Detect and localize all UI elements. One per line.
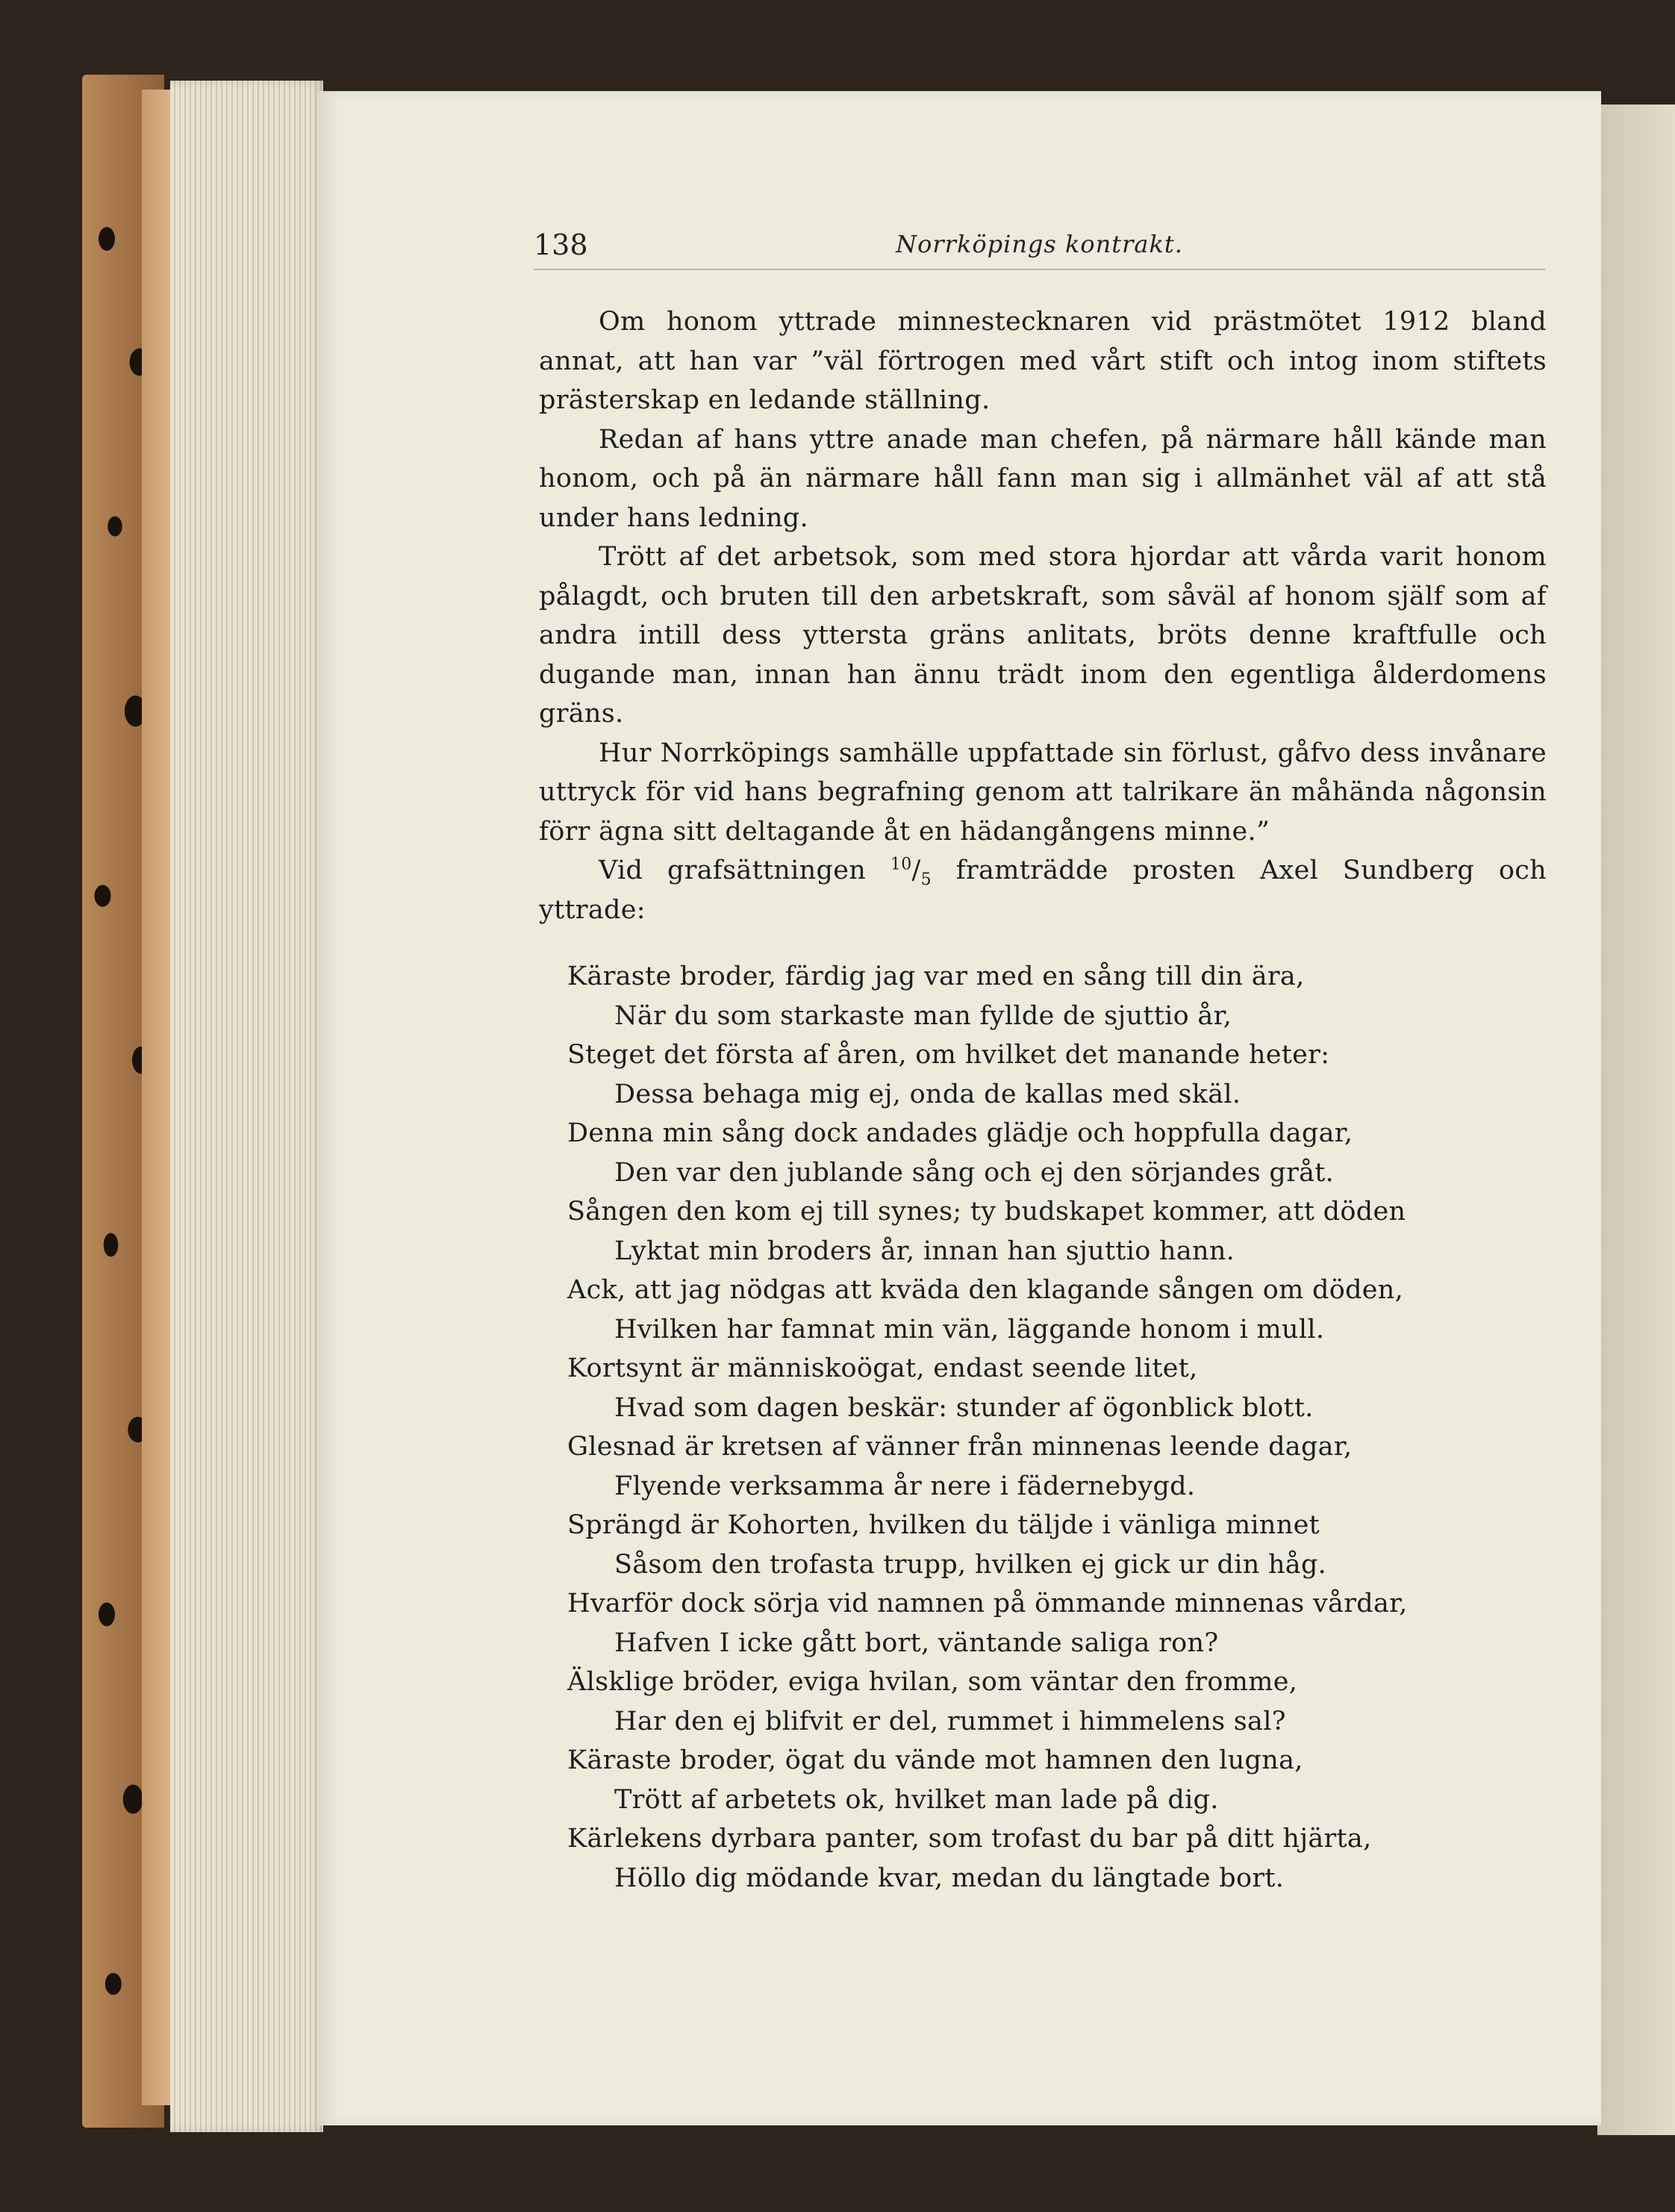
poem-line: Den var den jublande sång och ej den sörjandes gråt. — [614, 1157, 1335, 1188]
poem-line: Kärlekens dyrbara panter, som trofast du bar på ditt hjärta, — [567, 1824, 1372, 1854]
poem-line: Käraste broder, färdig jag var med en sång till din ära, — [567, 962, 1305, 991]
poem-line: Höllo dig mödande kvar, medan du längtade bort. — [614, 1863, 1285, 1893]
prose-block — [539, 302, 1547, 929]
poem-line: Såsom den trofasta trupp, hvilken ej gick ur din håg. — [614, 1549, 1327, 1580]
poem — [567, 957, 1560, 1898]
paragraph: Redan af hans yttre anade man chefen, på närmare håll kände man honom, och på än närmare håll fann man sig i allmänhet väl af att stå under hans ledning. — [539, 424, 1547, 533]
page-header — [534, 224, 1545, 270]
poem-line: När du som starkaste man fyllde de sjuttio år, — [614, 1000, 1232, 1031]
poem-line: Sången den kom ej till synes; ty budskapet kommer, att döden — [567, 1197, 1406, 1227]
poem-line: Har den ej blifvit er del, rummet i himmelens sal? — [614, 1706, 1286, 1736]
date-numerator: 10 — [890, 855, 912, 874]
paragraph: Trött af det arbetsok, som med stora hjordar att vårda varit honom pålagdt, och bruten till den arbetskraft, som såväl af honom själf som af andra intill dess yttersta gräns anlitats, bröts denne kraftfulle och dugande man, innan han ännu trädt inom den egentliga ålderdomens gräns. — [539, 542, 1547, 729]
cover-edge-strip — [142, 90, 172, 2105]
burial-text-before: Vid grafsättningen — [599, 856, 867, 885]
poem-line: Flyende verksamma år nere i fädernebygd. — [614, 1471, 1196, 1501]
burial-text-after: framträdde prosten Axel Sundberg och yttrade: — [539, 856, 1547, 925]
poem-line: Glesnad är kretsen af vänner från minnenas leende dagar, — [567, 1432, 1353, 1462]
date-denominator: 5 — [920, 870, 932, 889]
poem-line: Sprängd är Kohorten, hvilken du täljde i vänliga minnet — [567, 1510, 1320, 1540]
page-number: 138 — [534, 228, 588, 261]
poem-line: Hvad som dagen beskär: stunder af ögonblick blott. — [614, 1392, 1314, 1423]
poem-line: Denna min sång dock andades glädje och hoppfulla dagar, — [567, 1118, 1353, 1148]
poem-line: Lyktat min broders år, innan han sjuttio hann. — [614, 1236, 1235, 1266]
paragraph: Hur Norrköpings samhälle uppfattade sin förlust, gåfvo dess invånare uttryck för vid hans begrafning genom att talrikare än måhända någonsin förr ägna sitt deltagande åt en hädangångens minne.” — [539, 738, 1547, 847]
poem-line: Kortsynt är människoögat, endast seende litet, — [567, 1353, 1198, 1383]
poem-line: Dessa behaga mig ej, onda de kallas med skäl. — [614, 1079, 1241, 1109]
page-edges — [170, 81, 323, 2132]
poem-line: Steget det första af åren, om hvilket det manande heter: — [567, 1040, 1330, 1070]
poem-line: Hvilken har famnat min vän, läggande honom i mull. — [614, 1314, 1325, 1345]
facing-page-edge — [1597, 105, 1675, 2135]
paragraph-burial: Vid grafsättningen $^{10}/_5$ framträdde prosten Axel Sundberg och yttrade: — [539, 855, 1547, 925]
running-title: Norrköpings kontrakt. — [896, 230, 1183, 258]
poem-line: Käraste broder, ögat du vände mot hamnen den lugna, — [567, 1745, 1303, 1775]
poem-line: Älsklige bröder, eviga hvilan, som väntar den fromme, — [567, 1667, 1298, 1697]
poem-line: Trött af arbetets ok, hvilket man lade på dig. — [614, 1784, 1219, 1815]
poem-line: Hafven I icke gått bort, väntande saliga ron? — [614, 1627, 1219, 1658]
poem-line: Hvarför dock sörja vid namnen på ömmande minnenas vårdar, — [567, 1589, 1408, 1619]
paragraph: Om honom yttrade minnestecknaren vid prästmötet 1912 bland annat, att han var ”väl förtrogen med vårt stift och intog inom stiftets prästerskap en ledande ställning. — [539, 307, 1547, 415]
poem-line: Ack, att jag nödgas att kväda den klagande sången om döden, — [567, 1275, 1404, 1305]
